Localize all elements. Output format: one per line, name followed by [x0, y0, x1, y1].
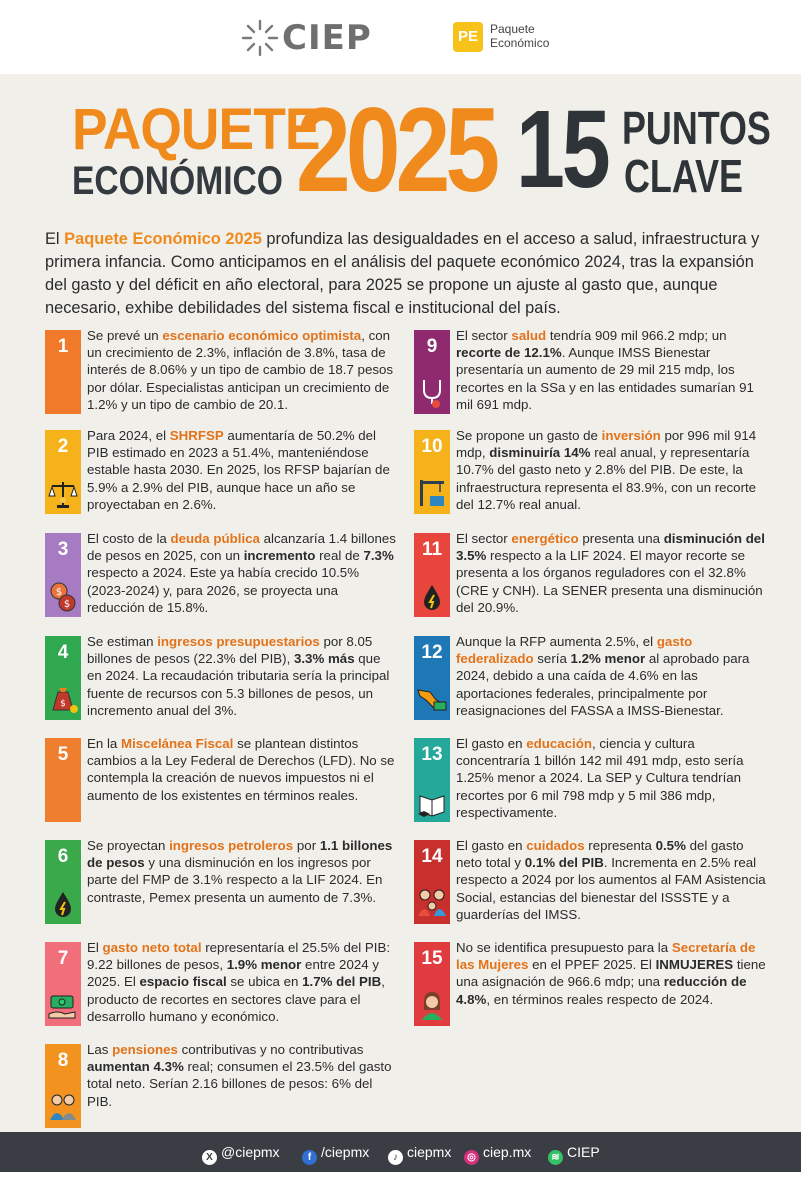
key-point-number: 14	[421, 846, 443, 867]
ciep-logo-text: CIEP	[282, 18, 372, 58]
key-point-9	[414, 330, 764, 422]
key-point-3	[45, 533, 395, 625]
key-point-2	[45, 430, 395, 522]
key-point-number: 1	[57, 336, 69, 357]
key-point-text: Se proyectan ingresos petroleros por 1.1 billones de pesos y una disminución en los ingresos por parte del FMP de 3.1% respecto a la LIF 2024. En contraste, Pemex presenta un aumento de 7.3%.	[87, 838, 393, 905]
key-point-number-badge	[414, 840, 450, 924]
key-point-13	[414, 738, 764, 830]
title-clave: CLAVE	[624, 150, 743, 202]
elderly-people-icon	[47, 1090, 79, 1124]
key-point-text: Se propone un gasto de inversión por 996 mil 914 mdp, disminuiría 14% real anual, y representaría 10.7% del gasto neto y 2.8% del PIB. De este, la infraestructura representa el 83.9%, con un recorte del 12.7% real anual.	[456, 428, 757, 512]
money-bag-icon	[47, 682, 79, 716]
construction-crane-icon	[416, 476, 448, 510]
key-point-number-badge	[45, 738, 81, 822]
key-point-number-badge	[45, 942, 81, 1026]
key-point-12	[414, 636, 764, 728]
key-point-text: No se identifica presupuesto para la Secretaría de las Mujeres en el PPEF 2025. El INMUJERES tiene una asignación de 966.6 mdp; una reducción de 4.8%, en términos reales respecto de 2024.	[456, 940, 766, 1007]
key-point-text: Para 2024, el SHRFSP aumentaría de 50.2% del PIB estimado en 2023 a 51.4%, manteniéndose estable hasta 2030. En 2025, los RFSP bajarían de 5.9% a 2.9% del PIB, aunque hace un año se proyectaban en 2.6%.	[87, 428, 390, 512]
key-point-number-badge	[414, 738, 450, 822]
spotify-icon: ≋	[548, 1150, 563, 1165]
key-point-text: El gasto en cuidados representa 0.5% del gasto neto total y 0.1% del PIB. Incrementa en 2.5% real respecto a 2024 por los aumentos al FAM Asistencia Social, estancias del bienestar del ISSSTE y a guarderías del IMSS.	[456, 838, 766, 922]
stethoscope-icon	[416, 376, 448, 410]
key-point-number: 13	[421, 744, 443, 765]
cash-hand-icon	[47, 988, 79, 1022]
title-count: 15	[516, 88, 608, 211]
ciep-sunburst-icon	[240, 18, 280, 58]
key-point-text: El sector salud tendría 909 mil 966.2 mdp; un recorte de 12.1%. Aunque IMSS Bienestar presentaría un aumento de 29 mil 215 mdp, los recortes en la SSa y en las entidades sumarían 91 mil 691 mdp.	[456, 328, 754, 412]
title-paquete: PAQUETE	[72, 97, 320, 162]
key-point-text: Aunque la RFP aumenta 2.5%, el gasto federalizado sería 1.2% menor al aprobado para 2024, debido a una caída de 4.6% en las aportaciones federales, principalmente por reasignaciones del FASSA a IMSS-Bienestar.	[456, 634, 750, 718]
key-point-1	[45, 330, 395, 422]
social-instagram[interactable]: ◎ ciep.mx	[464, 1142, 531, 1162]
key-point-number-badge	[414, 430, 450, 514]
key-point-text: El sector energético presenta una disminución del 3.5% respecto a la LIF 2024. El mayor recorte se presenta a los órganos reguladores con el 32.8% (CRE y CNH). La SENER presenta una disminución del 20.9%.	[456, 531, 765, 615]
key-point-number-badge	[414, 636, 450, 720]
key-point-5	[45, 738, 395, 830]
key-point-text: Las pensiones contributivas y no contributivas aumentan 4.3% real; consumen el 23.5% del gasto total neto. Serían 2.16 billones de pesos: 6% del PIB.	[87, 1042, 392, 1109]
key-point-8	[45, 1044, 395, 1136]
x-icon: X	[202, 1150, 217, 1165]
mexico-map-icon	[416, 682, 448, 716]
tiktok-icon: ♪	[388, 1150, 403, 1165]
coins-icon	[47, 579, 79, 613]
oil-energy-icon	[416, 579, 448, 613]
key-point-number: 3	[57, 539, 69, 560]
facebook-icon: f	[302, 1150, 317, 1165]
title-year: 2025	[296, 83, 496, 217]
intro-paragraph: El Paquete Económico 2025 profundiza las desigualdades en el acceso a salud, infraestructura y primera infancia. Como anticipamos en el análisis del paquete económico 2024, tras la expansión del gasto y del déficit en año electoral, para 2025 se propone un ajuste al gasto que, aunque necesario, exhibe debilidades del sistema fiscal e institucional del país.	[45, 230, 760, 317]
key-point-text: El gasto en educación, ciencia y cultura concentraría 1 billón 142 mil 491 mdp, esto sería 1.25% menor a 2024. La SEP y Cultura tendrían recortes por 6 mil 798 mdp y 5 mil 386 mdp, respectivamente.	[456, 736, 744, 820]
key-point-number: 5	[57, 744, 69, 765]
social-spotify[interactable]: ≋ CIEP	[548, 1142, 600, 1162]
key-point-text: Se estiman ingresos presupuestarios por 8.05 billones de pesos (22.3% del PIB), 3.3% más que en 2024. La recaudación tributaria sería la principal fuente de recursos con 5.3 billones de pesos, un incremento anual del 3%.	[87, 634, 390, 718]
key-point-number: 12	[421, 642, 443, 663]
key-point-6	[45, 840, 395, 932]
book-graduation-icon	[416, 784, 448, 818]
key-point-number-badge	[45, 1044, 81, 1128]
key-point-number: 8	[57, 1050, 69, 1071]
social-x[interactable]: X @ciepmx	[202, 1142, 280, 1162]
pe-logo-icon: PE	[453, 22, 483, 52]
key-point-text: El gasto neto total representaría el 25.5% del PIB: 9.22 billones de pesos, 1.9% menor entre 2024 y 2025. El espacio fiscal se ubica en 1.7% del PIB, producto de recortes en sectores clave para el desarrollo humano y económico.	[87, 940, 391, 1024]
key-point-number: 15	[421, 948, 443, 969]
intro-highlight: Paquete Económico 2025	[64, 230, 262, 248]
key-point-15	[414, 942, 764, 1034]
bottom-strip	[0, 1172, 801, 1200]
key-point-text: En la Miscelánea Fiscal se plantean distintos cambios a la Ley Federal de Derechos (LFD). No se contempla la creación de nuevos impuestos ni el aumento de los existentes en términos reales.	[87, 736, 395, 803]
svg-text:$: $	[55, 587, 63, 598]
social-tiktok[interactable]: ♪ ciepmx	[388, 1142, 451, 1162]
key-point-text: Se prevé un escenario económico optimista, con un crecimiento de 2.3%, inflación de 3.8%, tasa de interés de 8.06% y un tipo de cambio de 18.7 pesos por dólar. Especialistas anticipan un crecimiento de 1.2% y un tipo de cambio de 20.1.	[87, 328, 394, 412]
woman-icon	[416, 988, 448, 1022]
key-point-7	[45, 942, 395, 1034]
key-point-4	[45, 636, 395, 728]
key-point-14	[414, 840, 764, 932]
social-facebook[interactable]: f /ciepmx	[302, 1142, 369, 1162]
ciep-logo[interactable]	[240, 16, 410, 60]
key-point-number-badge	[414, 942, 450, 1026]
instagram-icon: ◎	[464, 1150, 479, 1165]
family-icon	[416, 886, 448, 920]
key-point-number-badge	[45, 533, 81, 617]
oil-drop-icon	[47, 886, 79, 920]
key-point-number-badge	[45, 840, 81, 924]
key-point-number: 9	[426, 336, 438, 357]
key-point-text: El costo de la deuda pública alcanzaría 1.4 billones de pesos en 2025, con un incremento real de 7.3% respecto a 2024. Este ya había crecido 10.5% (2023-2024) y, para 2026, se proyecta una reducción de 15.8%.	[87, 531, 396, 615]
title-economico: ECONÓMICO	[72, 159, 283, 203]
pe-logo-text: Paquete Económico	[490, 22, 550, 50]
header-bar	[0, 0, 801, 74]
key-point-number-badge	[45, 430, 81, 514]
svg-text:$: $	[60, 699, 66, 709]
key-point-number-badge	[45, 636, 81, 720]
balance-scale-icon	[47, 476, 79, 510]
title-puntos: PUNTOS	[622, 102, 771, 154]
key-point-number-badge	[45, 330, 81, 414]
key-point-number: 4	[57, 642, 69, 663]
key-point-number: 6	[57, 846, 69, 867]
key-point-number: 11	[421, 539, 443, 560]
key-point-11	[414, 533, 764, 625]
footer-social-bar	[0, 1132, 801, 1172]
key-point-number: 2	[57, 436, 69, 457]
key-point-number: 10	[421, 436, 443, 457]
key-point-number-badge	[414, 330, 450, 414]
svg-text:$: $	[63, 599, 71, 610]
key-point-number: 7	[57, 948, 69, 969]
key-point-number-badge	[414, 533, 450, 617]
key-point-10	[414, 430, 764, 522]
